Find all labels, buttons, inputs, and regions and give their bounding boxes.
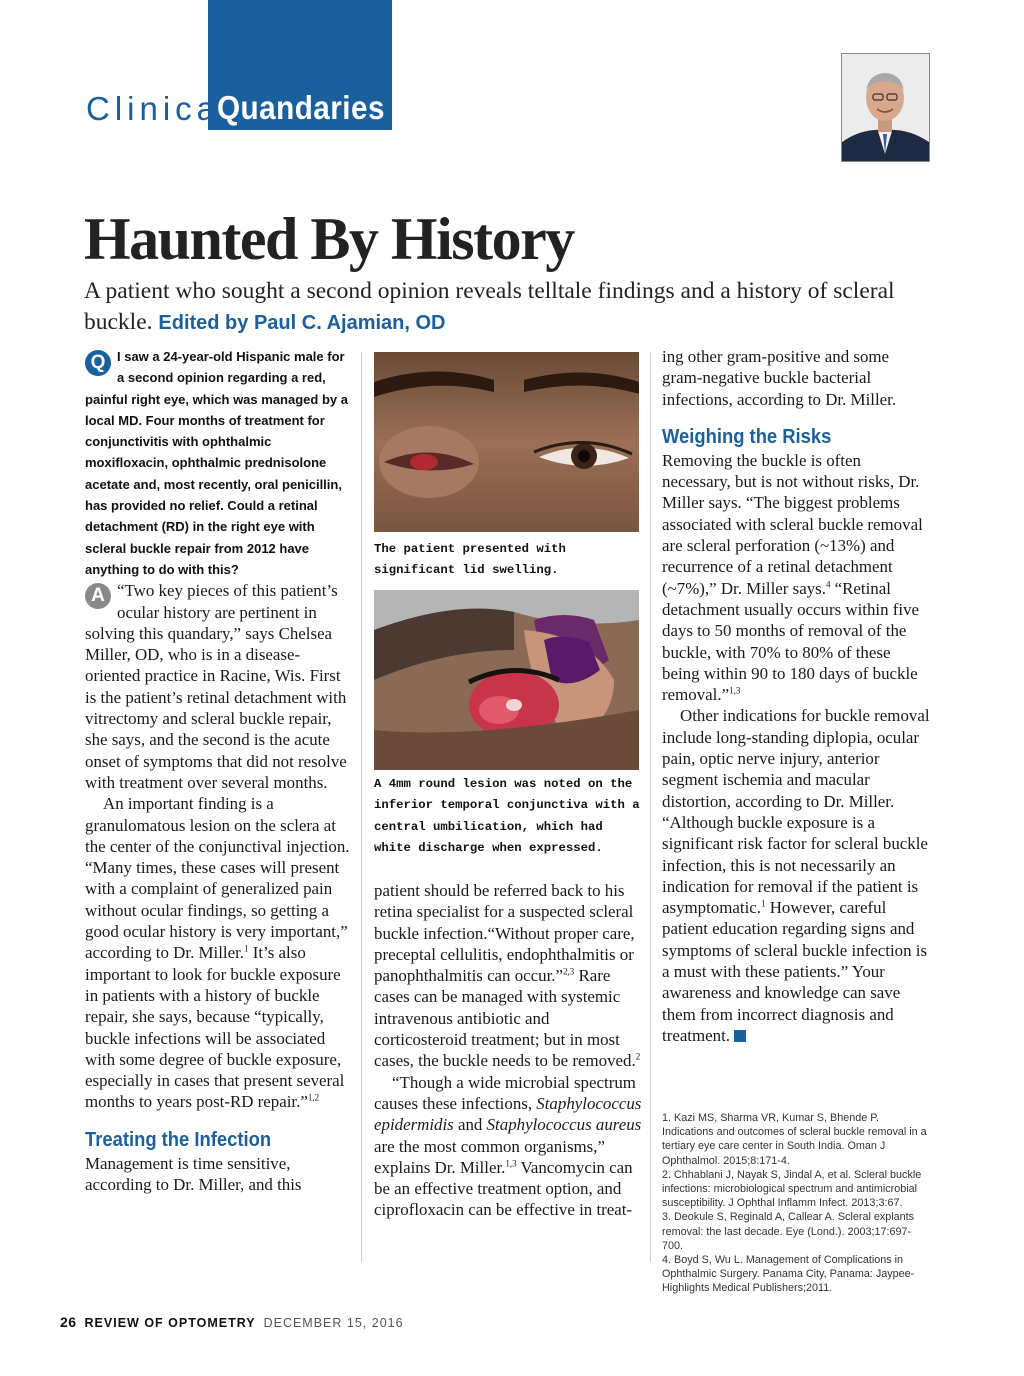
end-mark-square-icon — [734, 1030, 746, 1042]
col2-text-1b: Rare cases can be managed with systemic intravenous antibiotic and corticosteroid treatment; but in most cases, the buckle needs to be removed. — [374, 966, 636, 1071]
citation-sup: 1 — [244, 943, 249, 954]
column-divider — [650, 352, 651, 1262]
weighing-paragraph-2 — [662, 705, 932, 1046]
figure-photo-conjunctival-lesion — [374, 590, 639, 770]
article-subtitle — [84, 276, 944, 339]
col3-paragraph-1: ing other gram-positive and some gram-negative buckle bacterial infections, according to Dr. Miller. — [662, 347, 897, 409]
reference-item: 1. Kazi MS, Sharma VR, Kumar S, Bhende P. Indications and outcomes of scleral buckle removal in a tertiary eye care center in South India. Oman J Ophthalmol. 2015;8:171-4. — [662, 1112, 927, 1167]
weighing-text-2a: Other indications for buckle removal include long-standing diplopia, ocular pain, optic nerve injury, anterior segment ischemia and macular distortion, according to Dr. Miller. “Although buckle exposure is a significant risk factor for scleral buckle infection, this is not necessarily an indication for removal if the patient is asymptomatic. — [662, 706, 930, 918]
col2-text-2d: Vancomycin can be an effective treatment option, and ciprofloxacin can be effective in treat- — [374, 1157, 633, 1220]
weighing-paragraph-1 — [662, 450, 932, 706]
citation-sup: 1 — [760, 898, 766, 909]
col2-paragraph-2 — [374, 1072, 642, 1221]
column-1 — [85, 346, 352, 1195]
figure-caption-1: The patient presented with significant lid swelling. — [374, 542, 566, 578]
weighing-text-2b: However, careful patient education regarding signs and symptoms of scleral buckle infection is a must with these patients.” Your awareness and knowledge can save them from incorrect diagnosis and treatment. — [662, 898, 928, 1045]
editor-portrait-photo — [841, 53, 930, 162]
weighing-text-1a: Removing the buckle is often necessary, but is not without risks, Dr. Miller says. “The biggest problems associated with scleral buckle removal are scleral perforation (~13%) and recurrence of a retinal detachment (~7%),” Dr. Miller says. — [662, 450, 923, 598]
page-footer — [60, 1314, 404, 1330]
reference-item: 2. Chhablani J, Nayak S, Jindal A, et al. Scleral buckle infections: microbiological spectrum and antimicrobial susceptibility. J Ophthal Inflamm Infect. 2013;3:67. — [662, 1168, 922, 1210]
citation-sup: 2,3 — [563, 966, 575, 977]
answer-paragraph-2 — [85, 793, 352, 1112]
column-3 — [662, 346, 932, 1046]
citation-sup: 2 — [635, 1051, 641, 1062]
citation-sup: 4 — [825, 579, 831, 590]
answer-text-2a: An important finding is a granulomatous lesion on the sclera at the center of the conjunctival injection. “Many times, these cases will present with a complaint of generalized pain without ocular findings, so getting a good ocular history is very important,” according to Dr. Miller. — [85, 794, 350, 963]
col2-text-2b: and — [453, 1115, 487, 1135]
column-2 — [374, 880, 642, 1221]
article-title: Haunted By History — [84, 206, 574, 272]
section-heading-treating: Treating the Infection — [85, 1128, 272, 1151]
section-heading-weighing: Weighing the Risks — [662, 425, 832, 448]
answer-badge-icon: A — [85, 583, 111, 609]
magazine-name: REVIEW OF OPTOMETRY — [84, 1316, 256, 1330]
reference-item: 3. Deokule S, Reginald A, Callear A. Scleral explants removal: the last decade. Eye (Lond.). 2003;17:697-700. — [662, 1211, 915, 1252]
answer-text-2b: It’s also important to look for buckle exposure in patients with a history of buckle repair, she says, because “typically, buckle infections will be associated with some degree of buckle exposure, especially in cases that present several months to years post-RD repair.” — [85, 943, 345, 1112]
page-number: 26 — [60, 1314, 77, 1330]
citation-sup: 1,2 — [307, 1092, 320, 1103]
col2-text-2c: are the most common organisms,” explains Dr. Miller. — [374, 1136, 605, 1177]
organism-name: Staphylococcus epidermidis — [374, 1093, 642, 1135]
reference-item: 4. Boyd S, Wu L. Management of Complications in Ophthalmic Surgery. Panama City, Panama: Jaypee-Highlights Medical Publishers;2011. — [662, 1254, 915, 1295]
col2-text-2a: “Though a wide microbial spectrum causes these infections, — [374, 1072, 636, 1113]
editor-credit: Edited by Paul C. Ajamian, OD — [158, 312, 446, 334]
section-label-quandaries: Quandaries — [217, 89, 385, 126]
question-text: I saw a 24-year-old Hispanic male for a second opinion regarding a red, painful right eye, which was managed by a local MD. Four months of treatment for conjunctivitis with ophthalmic moxifloxacin, ophthalmic prednisolone acetate and, most recently, oral penicillin, has provided no relief. Could a retinal detachment (RD) in the right eye with scleral buckle repair from 2012 have anything to do with this? — [85, 349, 348, 577]
organism-name: Staphylococcus aureus — [486, 1115, 642, 1135]
weighing-text-1b: “Retinal detachment usually occurs within five days to 50 months of removal of the buckle, with 70% to 80% of these being within 90 to 180 days of buckle removal.” — [662, 578, 920, 705]
answer-text-1: “Two key pieces of this patient’s ocular history are pertinent in solving this quandary,” says Chelsea Miller, OD, who is in a disease-oriented practice in Racine, Wis. First is the patient’s retinal detachment with vitrectomy and scleral buckle repair, she says, and the second is the acute onset of symptoms that did not resolve with treatment over several months. — [85, 581, 347, 792]
answer-paragraph-1 — [85, 580, 352, 793]
subtitle-text: A patient who sought a second opinion reveals telltale findings and a history of scleral buckle. — [84, 278, 895, 335]
question-badge-icon: Q — [85, 350, 111, 376]
column-divider — [361, 352, 362, 1262]
question-paragraph — [85, 346, 352, 580]
figure-caption-2: A 4mm round lesion was noted on the inferior temporal conjunctiva with a central umbilication, which had white discharge when expressed. — [374, 777, 640, 855]
figure-photo-lid-swelling — [374, 352, 639, 532]
citation-sup: 1,3 — [729, 685, 741, 696]
treating-paragraph: Management is time sensitive, according to Dr. Miller, and this — [85, 1153, 302, 1194]
section-label-clinical: Clinical — [86, 90, 233, 127]
col2-paragraph-1 — [374, 880, 642, 1072]
references-list — [662, 1111, 930, 1296]
col2-text-1a: patient should be referred back to his retina specialist for a suspected scleral buckle infection.“Without proper care, preceptal cellulitis, endophthalmitis or panophthalmitis can occur.” — [374, 881, 635, 986]
citation-sup: 1,3 — [505, 1158, 517, 1169]
issue-date: DECEMBER 15, 2016 — [263, 1316, 404, 1330]
